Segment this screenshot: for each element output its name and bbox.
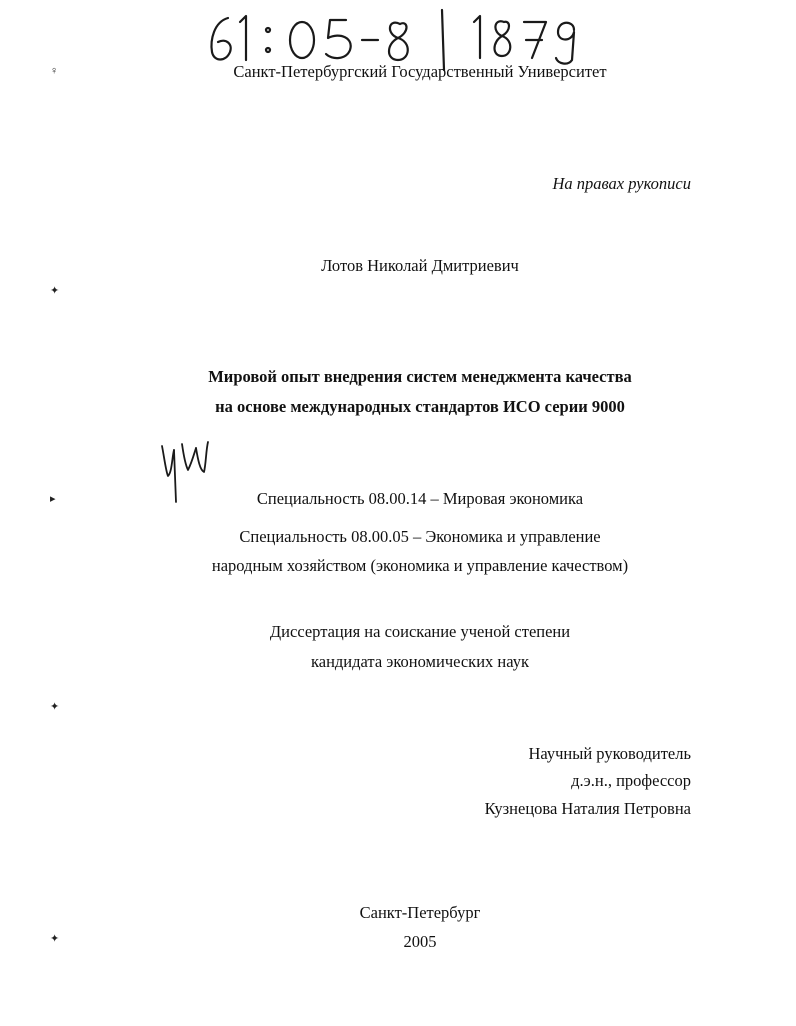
- specialty-1: Специальность 08.00.14 – Мировая экономика: [256, 489, 584, 508]
- margin-mark-5: ✦: [50, 933, 60, 945]
- rights-notice: На правах рукописи: [552, 174, 691, 193]
- specialty-2-line2: народным хозяйством (экономика и управление качеством): [211, 556, 629, 575]
- dissertation-title-line2: на основе международных стандартов ИСО серии 9000: [215, 397, 625, 416]
- city: Санкт-Петербург: [359, 903, 481, 922]
- author-name: Лотов Николай Дмитриевич: [321, 256, 519, 275]
- margin-mark-2: ✦: [50, 285, 60, 297]
- degree-line2: кандидата экономических наук: [310, 652, 529, 671]
- supervisor-role: Научный руководитель: [528, 744, 691, 763]
- dissertation-title-line1: Мировой опыт внедрения систем менеджмента качества: [208, 367, 632, 386]
- year: 2005: [403, 932, 437, 951]
- specialty-2-line1: Специальность 08.00.05 – Экономика и управление: [239, 527, 601, 546]
- margin-mark-4: ✦: [50, 701, 60, 713]
- degree-line1: Диссертация на соискание ученой степени: [269, 622, 571, 641]
- margin-mark-1: ♀: [50, 65, 59, 77]
- university-name: Санкт-Петербургский Государственный Университет: [233, 62, 607, 81]
- supervisor-name: Кузнецова Наталия Петровна: [484, 799, 691, 818]
- margin-mark-3: ▸: [50, 493, 56, 505]
- supervisor-rank: д.э.н., профессор: [571, 771, 691, 790]
